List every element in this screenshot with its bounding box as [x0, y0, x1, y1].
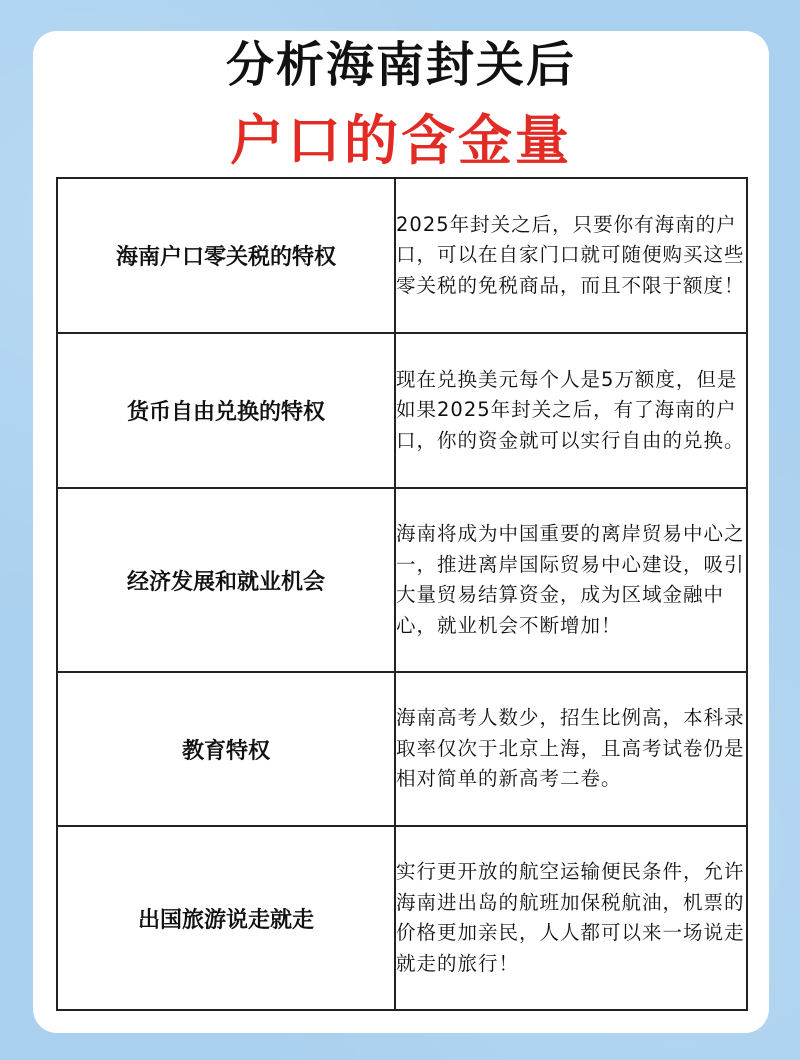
row-description: 海南高考人数少，招生比例高，本科录取率仅次于北京上海，且高考试卷仍是相对简单的新高考二卷。 [395, 672, 747, 826]
row-description: 海南将成为中国重要的离岸贸易中心之一，推进离岸国际贸易中心建设，吸引大量贸易结算资金，成为区域金融中心，就业机会不断增加！ [395, 488, 747, 672]
table-row [57, 178, 747, 333]
table-row [57, 488, 747, 672]
table-row [57, 826, 747, 1010]
row-description: 2025年封关之后，只要你有海南的户口，可以在自家门口就可随便购买这些零关税的免税商品，而且不限于额度！ [395, 178, 747, 333]
row-category: 货币自由兑换的特权 [57, 333, 395, 488]
table-row [57, 333, 747, 488]
row-category: 教育特权 [57, 672, 395, 826]
privilege-table [56, 177, 748, 1011]
row-category: 海南户口零关税的特权 [57, 178, 395, 333]
page-title: 分析海南封关后 [225, 37, 576, 93]
row-category: 出国旅游说走就走 [57, 826, 395, 1010]
table-row [57, 672, 747, 826]
row-description: 现在兑换美元每个人是5万额度，但是如果2025年封关之后，有了海南的户口，你的资金就可以实行自由的兑换。 [395, 333, 747, 488]
row-category: 经济发展和就业机会 [57, 488, 395, 672]
page-subtitle: 户口的含金量 [230, 109, 572, 172]
row-description: 实行更开放的航空运输便民条件，允许海南进出岛的航班加保税航油，机票的价格更加亲民，人人都可以来一场说走就走的旅行！ [395, 826, 747, 1010]
